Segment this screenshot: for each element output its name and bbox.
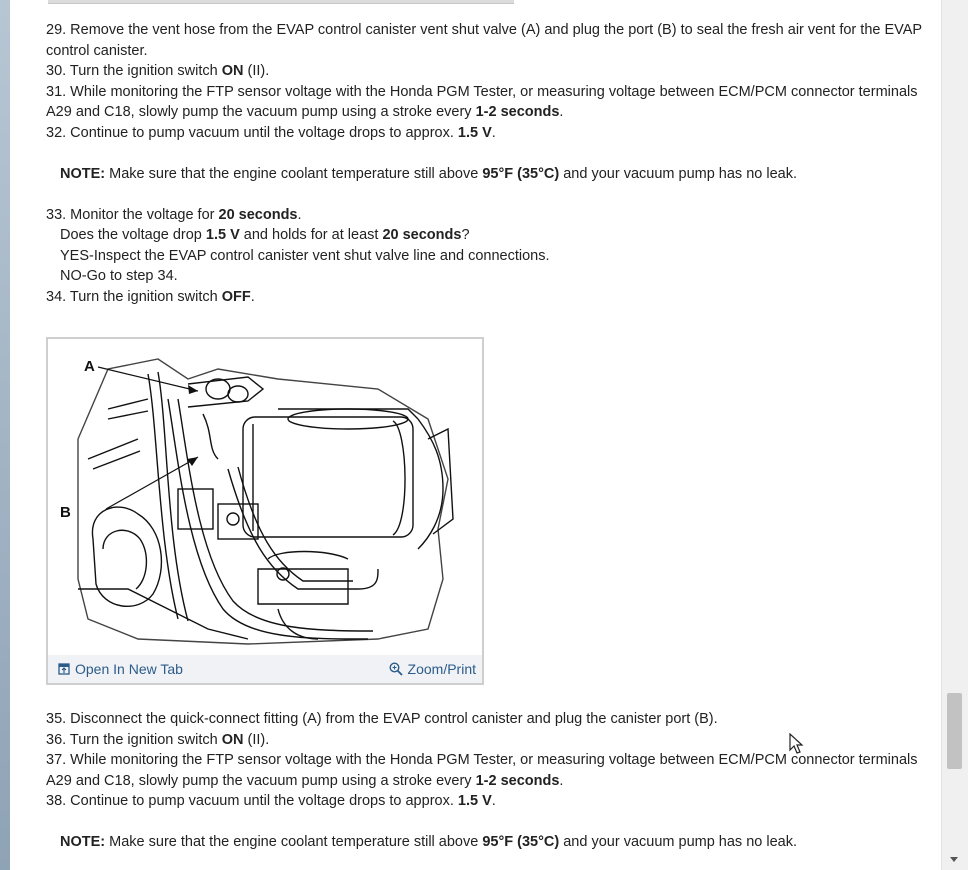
- step-33-question: Does the voltage drop 1.5 V and holds for at least 20 seconds?: [60, 227, 470, 243]
- step-30: 30. Turn the ignition switch ON (II).: [46, 63, 270, 79]
- previous-figure-edge: [48, 0, 514, 4]
- note-coolant: NOTE: Make sure that the engine coolant temperature still above 95°F (35°C) and your vacuum pump has no leak.: [60, 165, 797, 182]
- zoom-icon: [389, 662, 403, 676]
- step-33: 33. Monitor the voltage for 20 seconds.: [46, 206, 302, 223]
- step-33-no: NO-Go to step 34.: [60, 268, 178, 284]
- vertical-scrollbar[interactable]: [941, 0, 968, 870]
- scroll-down-arrow-icon[interactable]: [950, 857, 958, 862]
- step-35: 35. Disconnect the quick-connect fitting (A) from the EVAP control canister and plug the canister port (B).: [46, 711, 718, 727]
- figure-toolbar: [48, 655, 482, 683]
- callout-a: A: [84, 358, 95, 375]
- mouse-cursor-icon: [789, 733, 805, 755]
- steps-top: [46, 20, 930, 143]
- zoom-print-link[interactable]: [389, 659, 476, 680]
- procedure-content: [46, 20, 930, 853]
- step-29: 29. Remove the vent hose from the EVAP control canister vent shut valve (A) and plug the port (B) to seal the fresh air vent for the EVAP control canister.: [46, 22, 922, 59]
- zoom-print-label: Zoom/Print: [407, 660, 476, 677]
- step-37: 37. While monitoring the FTP sensor voltage with the Honda PGM Tester, or measuring voltage between ECM/PCM connector terminals A29 and C18, slowly pump the vacuum pump using a stroke every 1-2 seconds.: [46, 752, 918, 789]
- step-31: 31. While monitoring the FTP sensor voltage with the Honda PGM Tester, or measuring voltage between ECM/PCM connector terminals A29 and C18, slowly pump the vacuum pump using a stroke every 1-2 seconds.: [46, 83, 918, 120]
- steps-bottom: [46, 709, 930, 812]
- new-tab-icon: [58, 663, 70, 675]
- note-coolant-2: NOTE: Make sure that the engine coolant temperature still above 95°F (35°C) and your vacuum pump has no leak.: [60, 834, 797, 850]
- open-new-tab-link[interactable]: [58, 659, 183, 680]
- step-36: 36. Turn the ignition switch ON (II).: [46, 731, 270, 748]
- step-32: 32. Continue to pump vacuum until the voltage drops to approx. 1.5 V.: [46, 124, 496, 141]
- step-38: 38. Continue to pump vacuum until the voltage drops to approx. 1.5 V.: [46, 793, 496, 809]
- evap-canister-figure: [46, 337, 484, 685]
- window-left-edge: [0, 0, 10, 870]
- callout-b: B: [60, 504, 71, 521]
- open-new-tab-label: Open In New Tab: [75, 660, 183, 677]
- step-33-yes: YES-Inspect the EVAP control canister vent shut valve line and connections.: [60, 247, 550, 264]
- evap-canister-diagram: [48, 339, 482, 655]
- scrollbar-thumb[interactable]: [947, 693, 962, 769]
- step-34: 34. Turn the ignition switch OFF.: [46, 288, 255, 305]
